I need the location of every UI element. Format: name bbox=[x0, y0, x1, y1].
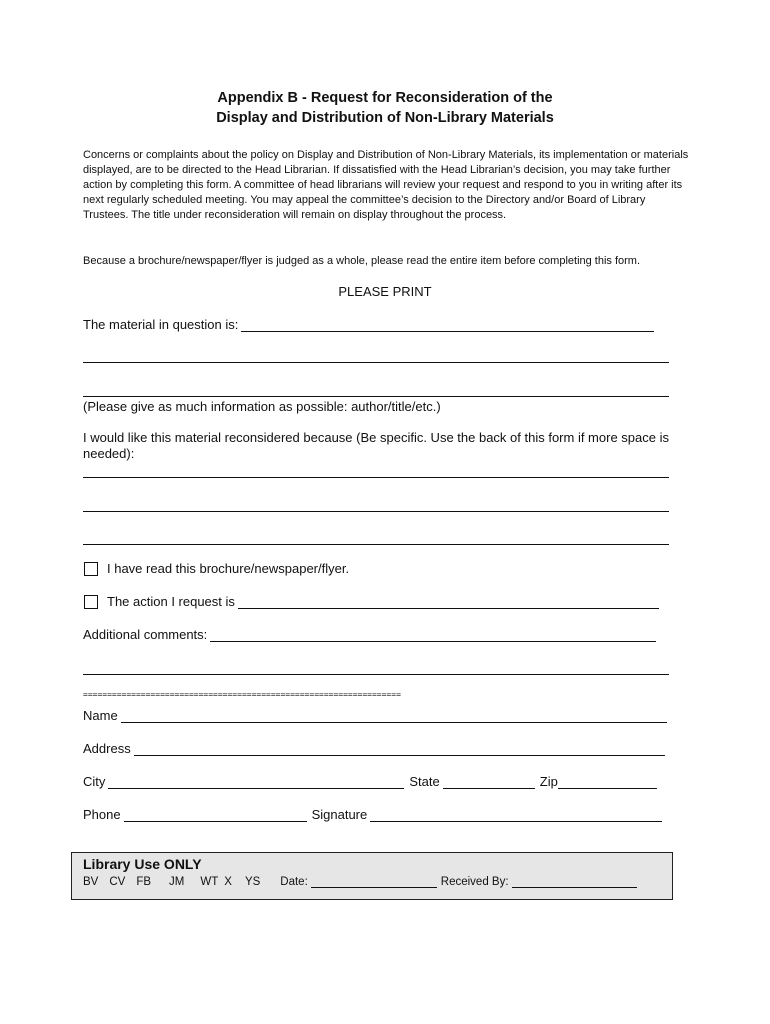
received-blank[interactable] bbox=[512, 875, 637, 888]
material-line-2[interactable] bbox=[83, 362, 669, 363]
city-blank[interactable] bbox=[108, 774, 404, 789]
state-blank[interactable] bbox=[443, 774, 535, 789]
city-label: City bbox=[83, 774, 106, 789]
title-line-2: Display and Distribution of Non-Library Materials bbox=[216, 110, 554, 126]
action-field[interactable] bbox=[107, 594, 659, 609]
title-line-1: Appendix B - Request for Reconsideration of the bbox=[217, 90, 553, 106]
read-checkbox-label: I have read this brochure/newspaper/flyer. bbox=[107, 561, 350, 576]
additional-label: Additional comments: bbox=[83, 627, 208, 642]
address-label: Address bbox=[83, 741, 131, 756]
reconsider-line-3[interactable] bbox=[83, 544, 669, 545]
code-cv: CV bbox=[109, 876, 126, 888]
signature-label: Signature bbox=[311, 807, 368, 822]
material-label: The material in question is: bbox=[83, 317, 239, 332]
reconsider-label: I would like this material reconsidered because (Be specific. Use the back of this form if more space is needed): bbox=[83, 430, 669, 461]
received-label: Received By: bbox=[440, 876, 509, 888]
reconsider-line-1[interactable] bbox=[83, 477, 669, 478]
code-jm: JM bbox=[169, 876, 185, 888]
additional-blank[interactable] bbox=[210, 627, 656, 642]
additional-field[interactable] bbox=[83, 627, 656, 642]
library-use-codes bbox=[83, 875, 637, 888]
material-hint: (Please give as much information as possible: author/title/etc.) bbox=[83, 399, 441, 414]
library-use-box bbox=[71, 852, 673, 900]
additional-line-2[interactable] bbox=[83, 674, 669, 675]
intro-paragraph: Concerns or complaints about the policy on Display and Distribution of Non-Library Materials, its implementation or materials displayed, are to be directed to the Head Librarian. If dissatisfied with the Head Librarian’s decision, you may take further action by completing this form. A committee of head librarians will review your request and respond to you in writing after its next regularly scheduled meeting. You may appeal the committee’s decision to the Directory and/or Board of Library Trustees. The title under reconsideration will remain on display throughout the process. bbox=[83, 149, 689, 221]
signature-blank[interactable] bbox=[370, 807, 662, 822]
action-label: The action I request is bbox=[107, 594, 235, 609]
library-use-heading: Library Use ONLY bbox=[83, 856, 202, 872]
zip-label: Zip bbox=[539, 774, 558, 789]
state-label: State bbox=[409, 774, 440, 789]
phone-signature-row bbox=[83, 807, 662, 822]
reconsider-line-2[interactable] bbox=[83, 511, 669, 512]
read-checkbox[interactable] bbox=[84, 562, 98, 576]
address-blank[interactable] bbox=[134, 741, 665, 756]
name-blank[interactable] bbox=[121, 708, 667, 723]
name-label: Name bbox=[83, 708, 118, 723]
action-blank[interactable] bbox=[238, 594, 659, 609]
material-line-3[interactable] bbox=[83, 396, 669, 397]
address-field[interactable] bbox=[83, 741, 665, 756]
city-state-zip-row bbox=[83, 774, 657, 789]
action-checkbox[interactable] bbox=[84, 595, 98, 609]
code-x: X bbox=[224, 876, 232, 888]
code-wt: WT bbox=[200, 876, 219, 888]
phone-label: Phone bbox=[83, 807, 121, 822]
code-ys: YS bbox=[244, 876, 261, 888]
code-bv: BV bbox=[83, 876, 99, 888]
date-label: Date: bbox=[280, 876, 308, 888]
date-blank[interactable] bbox=[311, 875, 437, 888]
please-print: PLEASE PRINT bbox=[338, 284, 432, 299]
code-fb: FB bbox=[136, 876, 152, 888]
name-field[interactable] bbox=[83, 708, 667, 723]
zip-blank[interactable] bbox=[558, 774, 657, 789]
material-field[interactable] bbox=[83, 317, 654, 332]
separator: ================================================================== bbox=[83, 690, 401, 699]
material-blank[interactable] bbox=[241, 317, 654, 332]
phone-blank[interactable] bbox=[124, 807, 307, 822]
notice-paragraph: Because a brochure/newspaper/flyer is judged as a whole, please read the entire item before completing this form. bbox=[83, 255, 641, 267]
